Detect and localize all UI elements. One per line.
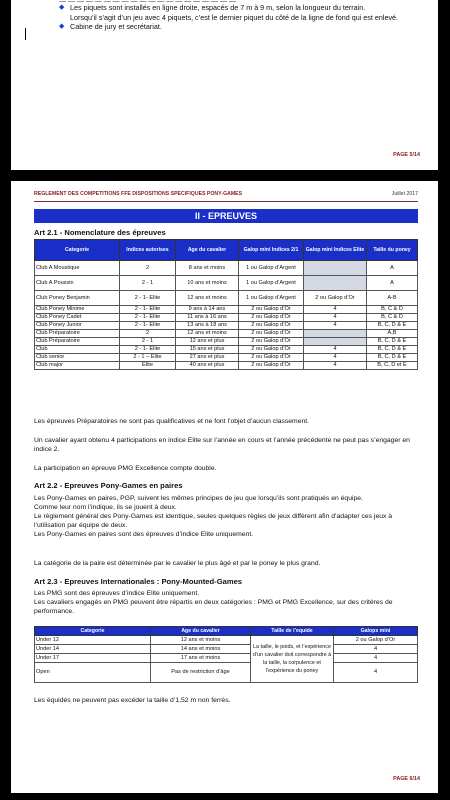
table-cell: 2 ou Galop d’Or	[239, 330, 304, 338]
page-header	[34, 191, 418, 202]
pmg-table-body	[35, 636, 418, 683]
table-cell: B, C, D & E	[367, 322, 418, 330]
table-cell: A	[367, 261, 418, 276]
paragraph: Les épreuves Préparatoires ne sont pas qualificatives et ne font l’objet d’aucun classement.	[34, 418, 310, 425]
table-cell: 2 - 1 – Elite	[120, 354, 176, 362]
table-cell: 4	[304, 314, 367, 322]
table-cell: Club	[35, 346, 120, 354]
change-bar	[25, 28, 26, 40]
table-row	[35, 338, 418, 346]
table-row	[35, 261, 418, 276]
table-cell	[304, 330, 367, 338]
bullet-list	[59, 0, 429, 32]
table-cell: 2 ou Galop d’Or	[239, 314, 304, 322]
header-title: REGLEMENT DES COMPETITIONS FFE DISPOSITIONS SPECIFIQUES PONY-GAMES	[34, 191, 243, 197]
table-cell: 1 ou Galop d’Argent	[239, 291, 304, 306]
col-categorie: Categorie	[35, 240, 120, 261]
table-cell: Elite	[120, 362, 176, 370]
table-cell: Club Poney Minime	[35, 306, 120, 314]
table-cell: Club Poney Benjamin	[35, 291, 120, 306]
col-galop-elite: Galop mini Indices Elite	[304, 240, 367, 261]
table-cell: 2 ou Galop d’Or	[239, 322, 304, 330]
table-cell: Club A Moustique	[35, 261, 120, 276]
col-galops: Galops mini	[334, 627, 418, 636]
diamond-bullet-icon: ◆	[59, 23, 65, 30]
paragraph-line: Les PMG sont des épreuves d’indice Elite uniquement.	[34, 590, 200, 597]
table-cell: B, C, D & E	[367, 354, 418, 362]
table-cell: 4	[304, 306, 367, 314]
table-cell: 15 ans et plus	[176, 346, 239, 354]
table-cell: Club A Poussin	[35, 276, 120, 291]
table-cell: Club major	[35, 362, 120, 370]
table-cell: B, C, D & E	[367, 346, 418, 354]
header-date: Juillet 2017	[391, 191, 418, 197]
table-cell: 2 ou Galop d’Or	[239, 346, 304, 354]
table-cell: Under 17	[35, 654, 151, 663]
table-cell: 27 ans et plus	[176, 354, 239, 362]
table-row	[35, 636, 418, 645]
table-cell: 17 ans et moins	[151, 654, 251, 663]
table-cell: 9 ans à 14 ans	[176, 306, 239, 314]
table-cell: 4	[304, 346, 367, 354]
page-number: PAGE 6/14	[393, 776, 420, 782]
table-cell: 4	[304, 354, 367, 362]
table-cell: 12 ans et moins	[176, 291, 239, 306]
table-cell: Under 12	[35, 636, 151, 645]
art23-heading: Art 2.3 - Epreuves Internationales : Pony-Mounted-Games	[34, 577, 243, 586]
table-cell: 11 ans à 16 ans	[176, 314, 239, 322]
table-cell: B, C, D et E	[367, 362, 418, 370]
page-6	[11, 181, 438, 793]
change-bar	[3, 698, 4, 710]
table-cell: A	[367, 276, 418, 291]
table-cell: 2	[120, 261, 176, 276]
table-row	[35, 362, 418, 370]
table-cell: 4	[304, 322, 367, 330]
col-taille: Taille de l’equide	[251, 627, 334, 636]
table-row	[35, 346, 418, 354]
change-bar	[3, 597, 4, 610]
table-cell: 40 ans et plus	[176, 362, 239, 370]
table-row	[35, 322, 418, 330]
epreuves-table	[34, 239, 418, 370]
bullet-item	[59, 3, 429, 22]
table-cell: 2 - 1- Elite	[120, 314, 176, 322]
table-cell: 2 - 1- Elite	[120, 306, 176, 314]
table-cell: 2 - 1	[120, 338, 176, 346]
table-cell: 2	[120, 330, 176, 338]
paragraph-line: Les cavaliers engagés en PMG peuvent être répartis en deux catégories : PMG et PMG Excellence, sur des critères de performance.	[34, 599, 393, 615]
paragraph: Les équidés ne peuvent pas excéder la taille d’1,52 m non ferrés.	[34, 697, 231, 704]
table-cell: La taille, le poids, et l’expérience d’un cavalier doit correspondre à la taille, la corpulence et l’expérience du poney	[251, 636, 334, 683]
paragraph-line: Le règlement général des Pony-Games est identique, seules quelques règles de jeux diffèrent afin d’adapter ces jeux à l’utilisation par équipe de deux.	[34, 513, 393, 529]
table-cell: 2 - 1- Elite	[120, 291, 176, 306]
bullet-cont: Lorsqu’il s’agit d’un jeu avec 4 piquets, c’est le dernier piquet du côté de la ligne de fond qui est enlevé.	[70, 12, 399, 22]
page-5	[11, 0, 438, 170]
table-cell: 2 ou Galop d’Or	[239, 338, 304, 346]
table-cell: Club Préparatoire	[35, 338, 120, 346]
table-cell: 2 - 1	[120, 276, 176, 291]
art22-heading: Art 2.2 - Epreuves Pony-Games en paires	[34, 481, 183, 490]
table-cell: 2 - 1- Elite	[120, 346, 176, 354]
table-row	[35, 663, 418, 683]
table-cell: B, C & D	[367, 314, 418, 322]
col-galop-21: Galop mini Indices 2/1	[239, 240, 304, 261]
table-cell: 1 ou Galop d’Argent	[239, 261, 304, 276]
table-cell: Open	[35, 663, 151, 683]
col-age: Age du cavalier	[151, 627, 251, 636]
table-cell: 4	[334, 654, 418, 663]
table-row	[35, 291, 418, 306]
paragraph-line: Comme leur nom l’indique, ils se jouent à deux.	[34, 504, 177, 511]
diamond-bullet-icon: ◆	[59, 4, 65, 11]
table-row	[35, 306, 418, 314]
table-cell: 2 ou Galop d’Or	[239, 306, 304, 314]
paragraph-line: Les Pony-Games en paires, PGP, suivent les mêmes principes de jeu que lorsqu’ils sont pratiqués en équipe.	[34, 495, 363, 502]
col-categorie: Categorie	[35, 627, 151, 636]
table-cell: 12 ans et moins	[151, 636, 251, 645]
table-cell: 2 - 1- Elite	[120, 322, 176, 330]
table-row	[35, 330, 418, 338]
table-row	[35, 354, 418, 362]
table-cell: Club Poney Cadet	[35, 314, 120, 322]
bullet-text: Les piquets sont installés en ligne droite, espacés de 7 m à 9 m, selon la longueur du terrain.	[70, 3, 366, 12]
cut-line: — — — — — — — — — — — — — — — — — — — —	[59, 0, 236, 5]
col-taille: Taille du poney	[367, 240, 418, 261]
table-cell: B, C, D & E	[367, 338, 418, 346]
section-title: II - EPREUVES	[34, 209, 418, 223]
art23-text	[34, 589, 418, 616]
table-cell: Under 14	[35, 645, 151, 654]
paragraph-line: Les Pony-Games en paires sont des épreuves d’indice Elite uniquement.	[34, 531, 254, 538]
table-cell	[304, 338, 367, 346]
table-cell: B, C & D	[367, 306, 418, 314]
bullet-item	[59, 22, 429, 32]
table-cell: 12 ans et plus	[176, 338, 239, 346]
change-bar	[3, 433, 4, 447]
table-cell: 2 ou Galop d’Or	[239, 362, 304, 370]
table-cell: A-B	[367, 291, 418, 306]
paragraph: La participation en épreuve PMG Excellence compte double.	[34, 465, 217, 472]
art21-heading: Art 2.1 - Nomenclature des épreuves	[34, 228, 166, 237]
table-row	[35, 314, 418, 322]
col-indices: Indices autorises	[120, 240, 176, 261]
pmg-table	[34, 626, 418, 683]
table-cell: 12 ans et moins	[176, 330, 239, 338]
table-cell: A,B	[367, 330, 418, 338]
table-cell: 10 ans et moins	[176, 276, 239, 291]
paragraph: La catégorie de la paire est déterminée par le cavalier le plus âgé et par le poney le plus grand.	[34, 560, 321, 567]
table-cell: 2 ou Galop d’Or	[304, 291, 367, 306]
table-row	[35, 276, 418, 291]
table-cell: 4	[304, 362, 367, 370]
table-cell	[304, 276, 367, 291]
table-cell: Pas de restriction d’âge	[151, 663, 251, 683]
page-number: PAGE 5/14	[393, 152, 420, 158]
table-cell: 4	[334, 663, 418, 683]
change-bar	[3, 459, 4, 471]
epreuves-table-body	[35, 261, 418, 370]
table-cell: 1 ou Galop d’Argent	[239, 276, 304, 291]
table-cell: Club Préparatoire	[35, 330, 120, 338]
table-cell: Club senior	[35, 354, 120, 362]
table-row	[35, 645, 418, 654]
col-age: Age du cavalier	[176, 240, 239, 261]
table-cell: 8 ans et moins	[176, 261, 239, 276]
table-cell: 4	[334, 645, 418, 654]
table-cell: 2 ou Galop d’Or	[334, 636, 418, 645]
table-cell: 2 ou Galop d’Or	[239, 354, 304, 362]
bullet-text: Cabine de jury et secrétariat.	[70, 22, 162, 31]
table-cell: 14 ans et moins	[151, 645, 251, 654]
table-row	[35, 654, 418, 663]
table-cell: Club Poney Junior	[35, 322, 120, 330]
art22-text	[34, 494, 418, 539]
paragraph: Un cavalier ayant obtenu 4 participations en indice Elite sur l’année en cours et l’année précédente ne peut pas s’engager en indice 2.	[34, 437, 410, 453]
table-cell: 13 ans à 18 ans	[176, 322, 239, 330]
table-cell	[304, 261, 367, 276]
